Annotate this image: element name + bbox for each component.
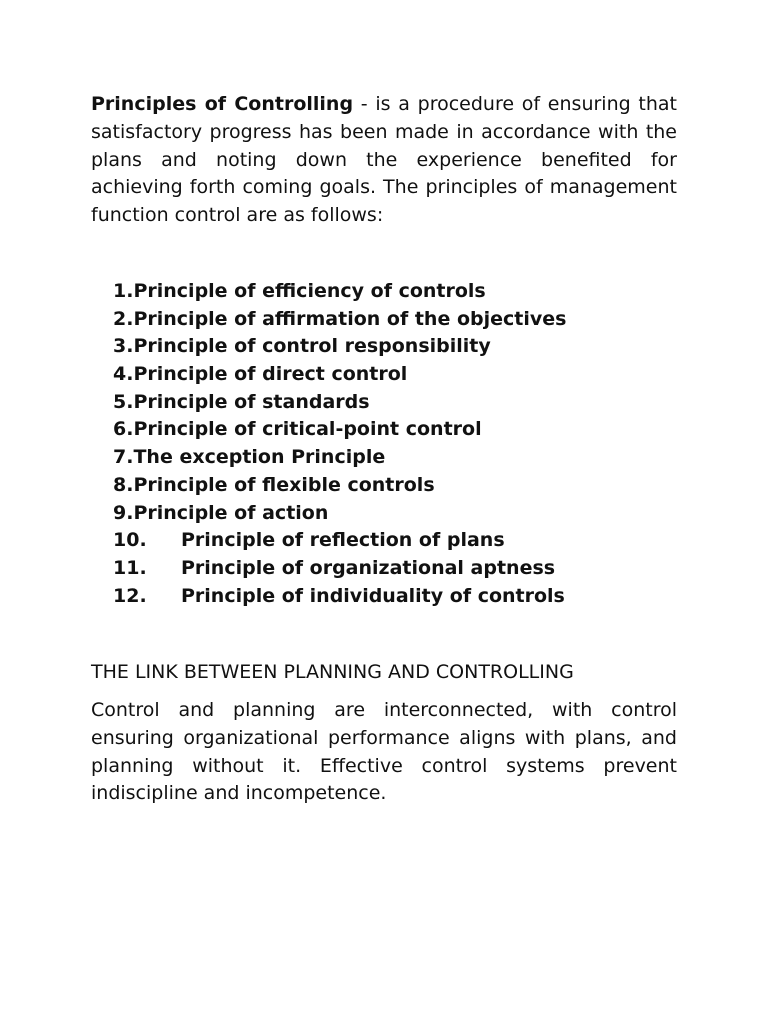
- list-item: [113, 306, 673, 334]
- list-item-number: 10.: [113, 529, 147, 552]
- intro-paragraph: [91, 91, 677, 230]
- list-item-number: 5.: [113, 390, 134, 413]
- list-item-label: Principle of affirmation of the objectives: [133, 307, 567, 330]
- list-item-label: Principle of organizational aptness: [181, 556, 556, 579]
- list-item-number: 1.: [113, 280, 134, 302]
- list-item-label: Principle of direct control: [133, 363, 408, 386]
- list-item: [113, 361, 673, 389]
- list-item-number: 12.: [113, 584, 147, 607]
- list-item: [113, 500, 673, 528]
- list-item: [113, 555, 673, 583]
- list-item-number: 6.: [113, 418, 134, 441]
- list-item: [113, 389, 673, 417]
- section-heading: THE LINK BETWEEN PLANNING AND CONTROLLING: [91, 661, 574, 683]
- list-item: [113, 278, 673, 306]
- list-item-label: Principle of action: [133, 501, 329, 524]
- list-item-label: The exception Principle: [133, 446, 386, 469]
- list-item-label: Principle of control responsibility: [133, 335, 491, 358]
- list-item-number: 8.: [113, 473, 134, 496]
- intro-text: - is a procedure of ensuring that satisfactory progress has been made in accordance with the plans and noting down the experience benefited for achieving forth coming goals. The principles of management function control are as follows:: [91, 93, 677, 227]
- list-item: [113, 444, 673, 472]
- list-item-number: 4.: [113, 363, 134, 386]
- list-item-label: Principle of flexible controls: [133, 473, 435, 496]
- list-item-label: Principle of efficiency of controls: [133, 280, 486, 302]
- document-page: [91, 91, 677, 805]
- list-item-number: 7.: [113, 446, 134, 469]
- list-item-label: Principle of critical-point control: [133, 418, 482, 441]
- intro-term: Principles of Controlling: [91, 93, 354, 115]
- list-item-number: 2.: [113, 307, 134, 330]
- section-body: Control and planning are interconnected, with control ensuring organizational performance aligns with plans, and planning without it. Effective control systems prevent indiscipline and incompetence.: [91, 699, 677, 805]
- list-item: [113, 583, 673, 611]
- list-item: [113, 472, 673, 500]
- list-item: [113, 527, 673, 555]
- principles-list: [113, 278, 673, 610]
- list-item-number: 11.: [113, 556, 147, 579]
- list-item: [113, 416, 673, 444]
- list-item-label: Principle of reflection of plans: [181, 529, 505, 552]
- list-item-label: Principle of standards: [133, 390, 370, 413]
- list-item-number: 3.: [113, 335, 134, 358]
- list-item: [113, 333, 673, 361]
- list-item-number: 9.: [113, 501, 134, 524]
- list-item-label: Principle of individuality of controls: [181, 584, 565, 607]
